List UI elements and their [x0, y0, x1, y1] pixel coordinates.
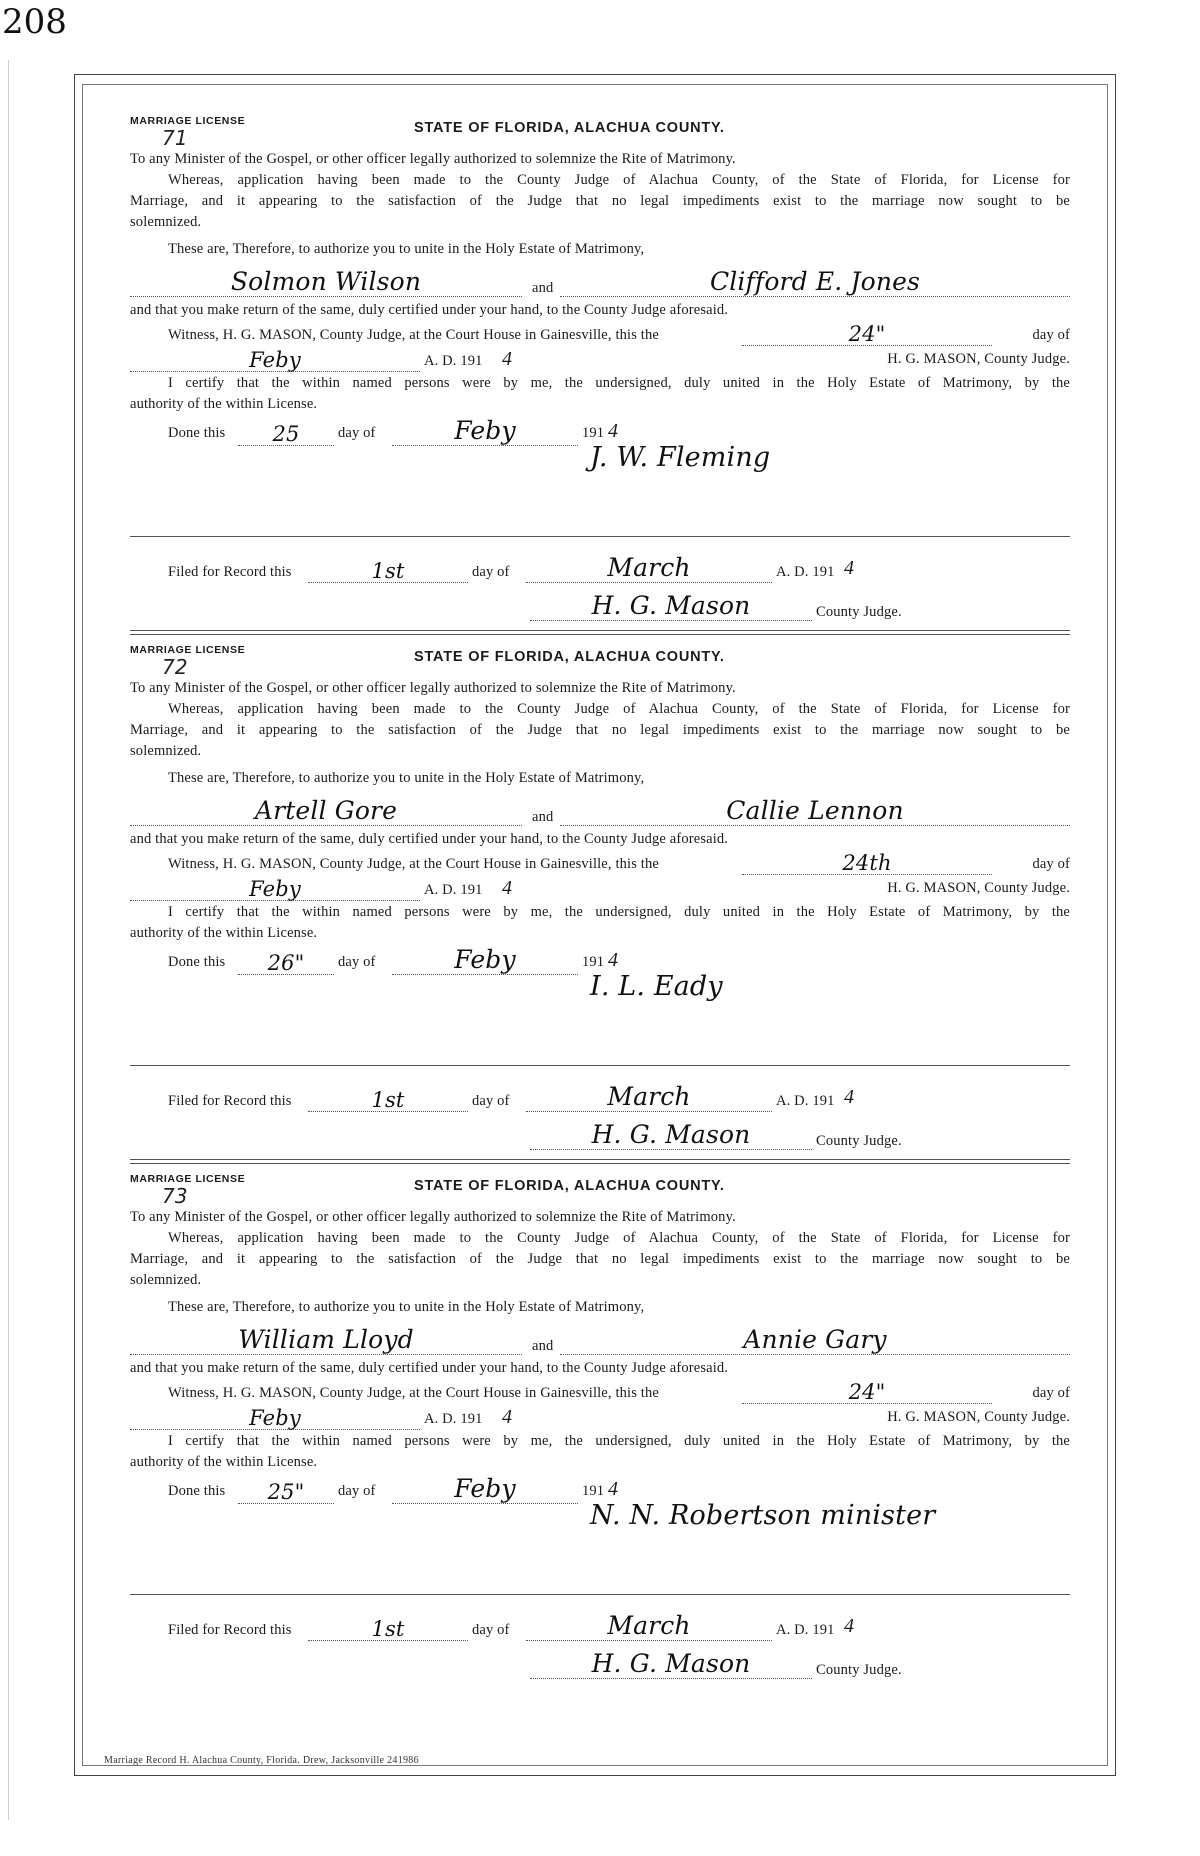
- groom-field: [130, 1324, 522, 1355]
- issue-day-field: [742, 846, 992, 875]
- groom-field: [130, 795, 522, 826]
- filed-month-field: [526, 554, 772, 583]
- license-71: [130, 114, 1070, 620]
- issue-day: 24th: [842, 850, 892, 875]
- officiant-row: [130, 1499, 1070, 1537]
- issue-month-row: [130, 347, 1070, 373]
- groom-name: Artell Gore: [254, 795, 398, 825]
- groom-name: William Lloyd: [238, 1324, 414, 1354]
- judge-signature: H. G. Mason: [591, 590, 751, 620]
- issue-month-field: [130, 343, 420, 372]
- filed-day: 1st: [371, 1087, 405, 1112]
- whereas-line-1: Whereas, application having been made to the County Judge of Alachua County, of the State of Florida, for License for: [168, 1230, 1070, 1247]
- filed-day: 1st: [371, 1616, 405, 1641]
- state-title: STATE OF FLORIDA, ALACHUA COUNTY.: [414, 120, 725, 136]
- whereas-line-2: Marriage, and it appearing to the satisfaction of the Judge that no legal impediments exist to the marriage now sought to be: [130, 722, 1070, 739]
- bride-field: [560, 795, 1070, 826]
- return-line: and that you make return of the same, duly certified under your hand, to the County Judge aforesaid.: [130, 302, 729, 319]
- these-are-line: These are, Therefore, to authorize you to unite in the Holy Estate of Matrimony,: [168, 770, 645, 787]
- issue-year-digit: 4: [502, 877, 513, 900]
- certify-line-2: authority of the within License.: [130, 925, 318, 942]
- certify-line-2: authority of the within License.: [130, 1454, 318, 1471]
- groom-name: Solmon Wilson: [230, 266, 422, 296]
- whereas-line-3: solemnized.: [130, 1272, 202, 1289]
- filed-month: March: [607, 1610, 691, 1640]
- bride-name: Clifford E. Jones: [709, 266, 921, 296]
- judge-signature: H. G. Mason: [591, 1119, 751, 1149]
- whereas-line-1: Whereas, application having been made to the County Judge of Alachua County, of the State of Florida, for License for: [168, 172, 1070, 189]
- whereas-line-2: Marriage, and it appearing to the satisfaction of the Judge that no legal impediments exist to the marriage now sought to be: [130, 1251, 1070, 1268]
- done-year-digit: 4: [608, 420, 619, 443]
- footer-imprint: Marriage Record H. Alachua County, Florida. Drew, Jacksonville 241986: [104, 1755, 419, 1766]
- done-year-digit: 4: [608, 949, 619, 972]
- bride-field: [560, 266, 1070, 297]
- filed-ad-label: A. D. 191: [776, 1622, 835, 1638]
- ad-label: A. D. 191: [424, 882, 483, 899]
- marriage-license-label: MARRIAGE LICENSE: [130, 644, 246, 656]
- license-number: 73: [162, 1184, 188, 1208]
- filed-month-field: [526, 1612, 772, 1641]
- state-title: STATE OF FLORIDA, ALACHUA COUNTY.: [414, 1178, 725, 1194]
- section-rule: [130, 536, 1070, 537]
- certify-line-1: I certify that the within named persons were by me, the undersigned, duly united in the Holy Estate of Matrimony, by the: [168, 1433, 1070, 1450]
- section-double-rule: [130, 630, 1070, 635]
- and-label: and: [532, 1338, 554, 1355]
- issue-day: 24": [848, 321, 886, 346]
- issue-day-field: [742, 1375, 992, 1404]
- done-this-label: Done this: [168, 425, 226, 442]
- filed-year-digit: 4: [844, 1086, 855, 1108]
- marriage-license-label: MARRIAGE LICENSE: [130, 1173, 246, 1185]
- license-72: [130, 643, 1070, 1149]
- officiant-row: [130, 970, 1070, 1008]
- section-double-rule: [130, 1159, 1070, 1164]
- day-of-label: day of: [1032, 856, 1070, 873]
- certify-line-1: I certify that the within named persons were by me, the undersigned, duly united in the Holy Estate of Matrimony, by the: [168, 375, 1070, 392]
- license-number: 72: [162, 655, 188, 679]
- filed-day-of-label: day of: [472, 564, 510, 580]
- done-year-label: 191: [582, 425, 605, 442]
- issue-month-row: [130, 1405, 1070, 1431]
- done-year-digit: 4: [608, 1478, 619, 1501]
- filed-row: [130, 554, 1070, 584]
- filed-ad-label: A. D. 191: [776, 564, 835, 580]
- issue-day-field: [742, 317, 992, 346]
- officiant-signature: J. W. Fleming: [590, 441, 771, 473]
- county-judge-label: County Judge.: [816, 1133, 902, 1149]
- done-day: 25": [267, 1479, 305, 1504]
- names-row: [130, 793, 1070, 827]
- filed-row: [130, 1083, 1070, 1113]
- whereas-line-2: Marriage, and it appearing to the satisfaction of the Judge that no legal impediments exist to the marriage now sought to be: [130, 193, 1070, 210]
- filed-month: March: [607, 1081, 691, 1111]
- section-rule: [130, 1594, 1070, 1595]
- filed-day-of-label: day of: [472, 1093, 510, 1109]
- bride-name: Annie Gary: [743, 1324, 887, 1354]
- filed-ad-label: A. D. 191: [776, 1093, 835, 1109]
- and-label: and: [532, 280, 554, 297]
- to-line: To any Minister of the Gospel, or other officer legally authorized to solemnize the Rite of Matrimony.: [130, 1209, 736, 1225]
- whereas-line-3: solemnized.: [130, 743, 202, 760]
- done-month: Feby: [454, 944, 516, 974]
- bride-name: Callie Lennon: [726, 795, 904, 825]
- done-day-field: [238, 1475, 334, 1504]
- to-line: To any Minister of the Gospel, or other officer legally authorized to solemnize the Rite of Matrimony.: [130, 680, 736, 696]
- judge-title: H. G. MASON, County Judge.: [887, 351, 1070, 368]
- page-number: 208: [2, 2, 67, 42]
- day-of-label: day of: [1032, 327, 1070, 344]
- issue-month-field: [130, 872, 420, 901]
- return-line: and that you make return of the same, duly certified under your hand, to the County Judge aforesaid.: [130, 1360, 729, 1377]
- filed-year-digit: 4: [844, 1615, 855, 1637]
- officiant-signature: I. L. Eady: [590, 970, 723, 1002]
- judge-signature: H. G. Mason: [591, 1648, 751, 1678]
- judge-signature-field: [530, 1121, 812, 1150]
- judge-title: H. G. MASON, County Judge.: [887, 1409, 1070, 1426]
- names-row: [130, 1322, 1070, 1356]
- done-year-label: 191: [582, 1483, 605, 1500]
- groom-field: [130, 266, 522, 297]
- ad-label: A. D. 191: [424, 1411, 483, 1428]
- judge-title: H. G. MASON, County Judge.: [887, 880, 1070, 897]
- these-are-line: These are, Therefore, to authorize you to unite in the Holy Estate of Matrimony,: [168, 241, 645, 258]
- done-day: 26": [267, 950, 305, 975]
- judge-signature-row: [130, 592, 1070, 622]
- done-month-field: [392, 1475, 578, 1504]
- judge-signature-row: [130, 1121, 1070, 1151]
- county-judge-label: County Judge.: [816, 604, 902, 620]
- done-this-label: Done this: [168, 1483, 226, 1500]
- witness-text: Witness, H. G. MASON, County Judge, at the Court House in Gainesville, this the: [168, 856, 659, 873]
- done-month-field: [392, 417, 578, 446]
- filed-month: March: [607, 552, 691, 582]
- filed-day-field: [308, 554, 468, 583]
- section-rule: [130, 1065, 1070, 1066]
- return-line: and that you make return of the same, duly certified under your hand, to the County Judge aforesaid.: [130, 831, 729, 848]
- county-judge-label: County Judge.: [816, 1662, 902, 1678]
- filed-row: [130, 1612, 1070, 1642]
- witness-text: Witness, H. G. MASON, County Judge, at the Court House in Gainesville, this the: [168, 1385, 659, 1402]
- filed-day-field: [308, 1083, 468, 1112]
- marriage-license-label: MARRIAGE LICENSE: [130, 115, 246, 127]
- done-month: Feby: [454, 415, 516, 445]
- judge-signature-field: [530, 592, 812, 621]
- issue-month: Feby: [249, 1405, 301, 1430]
- done-day-field: [238, 417, 334, 446]
- filed-year-digit: 4: [844, 557, 855, 579]
- whereas-line-1: Whereas, application having been made to the County Judge of Alachua County, of the State of Florida, for License for: [168, 701, 1070, 718]
- done-this-label: Done this: [168, 954, 226, 971]
- certify-line-1: I certify that the within named persons were by me, the undersigned, duly united in the Holy Estate of Matrimony, by the: [168, 904, 1070, 921]
- issue-month-field: [130, 1401, 420, 1430]
- issue-year-digit: 4: [502, 348, 513, 371]
- done-day-of-label: day of: [338, 425, 376, 442]
- issue-day: 24": [848, 1379, 886, 1404]
- issue-month: Feby: [249, 347, 301, 372]
- done-month-field: [392, 946, 578, 975]
- these-are-line: These are, Therefore, to authorize you to unite in the Holy Estate of Matrimony,: [168, 1299, 645, 1316]
- witness-text: Witness, H. G. MASON, County Judge, at the Court House in Gainesville, this the: [168, 327, 659, 344]
- filed-label: Filed for Record this: [168, 564, 292, 580]
- officiant-row: [130, 441, 1070, 479]
- judge-signature-field: [530, 1650, 812, 1679]
- done-day-of-label: day of: [338, 1483, 376, 1500]
- certify-line-2: authority of the within License.: [130, 396, 318, 413]
- done-month: Feby: [454, 1473, 516, 1503]
- filed-day-of-label: day of: [472, 1622, 510, 1638]
- done-day-of-label: day of: [338, 954, 376, 971]
- to-line: To any Minister of the Gospel, or other officer legally authorized to solemnize the Rite of Matrimony.: [130, 151, 736, 167]
- license-number: 71: [162, 126, 188, 150]
- issue-year-digit: 4: [502, 1406, 513, 1429]
- binding-edge: [8, 60, 9, 1820]
- issue-month: Feby: [249, 876, 301, 901]
- ad-label: A. D. 191: [424, 353, 483, 370]
- filed-day: 1st: [371, 558, 405, 583]
- judge-signature-row: [130, 1650, 1070, 1680]
- done-day-field: [238, 946, 334, 975]
- issue-month-row: [130, 876, 1070, 902]
- whereas-line-3: solemnized.: [130, 214, 202, 231]
- state-title: STATE OF FLORIDA, ALACHUA COUNTY.: [414, 649, 725, 665]
- names-row: [130, 264, 1070, 298]
- license-73: [130, 1172, 1070, 1678]
- bride-field: [560, 1324, 1070, 1355]
- officiant-signature: N. N. Robertson minister: [590, 1499, 936, 1531]
- filed-month-field: [526, 1083, 772, 1112]
- done-year-label: 191: [582, 954, 605, 971]
- and-label: and: [532, 809, 554, 826]
- filed-day-field: [308, 1612, 468, 1641]
- done-day: 25: [272, 421, 300, 446]
- day-of-label: day of: [1032, 1385, 1070, 1402]
- filed-label: Filed for Record this: [168, 1093, 292, 1109]
- filed-label: Filed for Record this: [168, 1622, 292, 1638]
